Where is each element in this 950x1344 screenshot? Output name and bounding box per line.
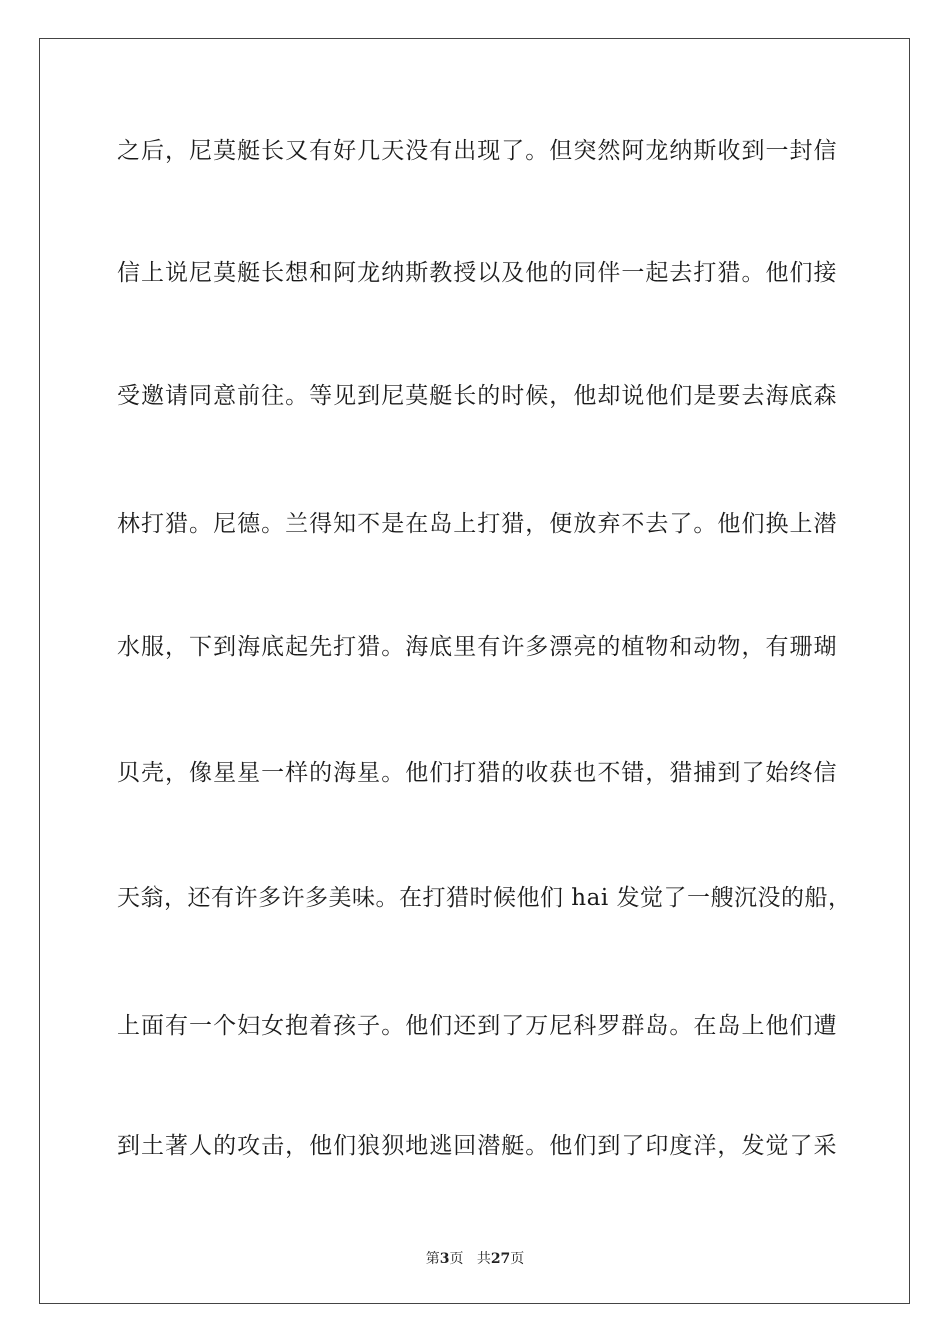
footer-total-prefix: 共 <box>476 1251 491 1267</box>
body-text-line: 受邀请同意前往。等见到尼莫艇长的时候，他却说他们是要去海底森 <box>117 383 837 409</box>
body-text-line: 水服，下到海底起先打猎。海底里有许多漂亮的植物和动物，有珊瑚 <box>117 634 837 660</box>
page-footer <box>0 1248 950 1268</box>
footer-page-suffix: 页 <box>449 1251 464 1267</box>
body-text-line: 林打猎。尼德。兰得知不是在岛上打猎，便放弃不去了。他们换上潜 <box>117 511 837 537</box>
body-text-line: 到土著人的攻击，他们狼狈地逃回潜艇。他们到了印度洋，发觉了采 <box>117 1133 837 1159</box>
footer-page-prefix: 第 <box>425 1251 440 1267</box>
body-text-line: 信上说尼莫艇长想和阿龙纳斯教授以及他的同伴一起去打猎。他们接 <box>117 260 837 286</box>
body-text-line: 天翁，还有许多许多美味。在打猎时候他们 hai 发觉了一艘沉没的船， <box>117 885 852 911</box>
footer-page-number: 3 <box>439 1251 450 1267</box>
body-text-line: 贝壳，像星星一样的海星。他们打猎的收获也不错，猎捕到了始终信 <box>117 760 837 786</box>
footer-total-suffix: 页 <box>510 1251 525 1267</box>
body-text-line: 之后，尼莫艇长又有好几天没有出现了。但突然阿龙纳斯收到一封信 <box>117 138 837 164</box>
footer-total-pages: 27 <box>490 1251 511 1267</box>
page-border <box>39 38 910 1304</box>
body-text-line: 上面有一个妇女抱着孩子。他们还到了万尼科罗群岛。在岛上他们遭 <box>117 1013 837 1039</box>
